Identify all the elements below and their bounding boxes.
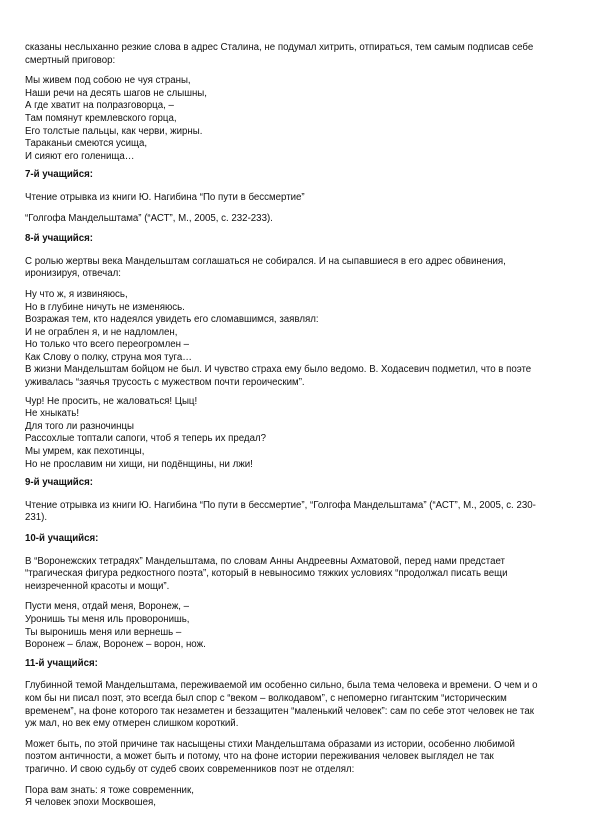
student-heading [25, 533, 571, 546]
text-line: Как Слову о полку, струна моя туга… [25, 351, 192, 363]
text-line: Глубинной темой Мандельштама, переживаемой им особенно сильно, была тема человека и времени. О чем и о [25, 680, 538, 692]
text-line: Чтение отрывка из книги Ю. Нагибина “По пути в бессмертие” [25, 191, 305, 203]
text-line: Рассохлые топтали сапоги, чтоб я теперь их предал? [25, 433, 267, 445]
poem-stanza [25, 601, 571, 651]
text-line: “трагическая фигура редкостного поэта”, который в невыносимо тяжких условиях “продолжал писать вещи [25, 568, 508, 580]
text-paragraph [25, 192, 571, 205]
text-line: сказаны неслыханно резкие слова в адрес Сталина, не подумал хитрить, отпираться, тем самым подписав себе [25, 42, 534, 53]
text-line: смертный приговор: [25, 54, 116, 66]
text-line: 7-й учащийся: [25, 169, 94, 181]
text-line: 8-й учащийся: [25, 233, 94, 245]
text-line: поэтом античности, а может быть и потому, что на фоне истории переживания человек выглядел не так [25, 751, 494, 763]
text-paragraph [25, 256, 571, 281]
text-line: иронизируя, отвечал: [25, 268, 121, 280]
text-line: Его толстые пальцы, как черви, жирны. [25, 125, 203, 137]
poem-stanza [25, 75, 571, 163]
text-line: временем”, на фоне которого так незаметен и беззащитен “маленький человек”: сам по себе этот человек не так [25, 705, 535, 717]
student-heading [25, 477, 571, 490]
text-line: неизреченной красоты и мощи”. [25, 580, 170, 592]
text-line: Мы умрем, как пехотинцы, [25, 446, 145, 458]
text-line: В “Воронежских тетрадях” Мандельштама, по словам Анны Андреевны Ахматовой, перед нами предстает [25, 555, 505, 567]
text-line: Я человек эпохи Москвошея, [25, 797, 156, 809]
text-paragraph [25, 42, 571, 67]
text-line: Там помянут кремлевского горца, [25, 112, 177, 124]
student-heading [25, 169, 571, 182]
text-line: В жизни Мандельштам бойцом не был. И чувство страха ему было ведомо. В. Ходасевич подметил, что в поэте [25, 364, 532, 376]
text-paragraph [25, 739, 571, 777]
text-line: “Голгофа Мандельштама” (“АСТ”, М., 2005, с. 232-233). [25, 212, 273, 224]
text-line: Ну что ж, я извиняюсь, [25, 288, 128, 300]
text-paragraph [25, 500, 571, 525]
poem-stanza [25, 785, 571, 810]
text-line: Воронеж – блаж, Воронеж – ворон, нож. [25, 639, 206, 651]
text-line: И не ограблен я, и не надломлен, [25, 326, 178, 338]
text-line: 11-й учащийся: [25, 657, 98, 669]
text-line: Возражая тем, кто надеялся увидеть его сломавшимся, заявлял: [25, 314, 319, 326]
text-line: Наши речи на десять шагов не слышны, [25, 87, 207, 99]
text-line: 231). [25, 512, 48, 524]
text-paragraph [25, 213, 571, 226]
text-line: Но только что всего переогромлен – [25, 339, 190, 351]
text-line: Тараканьи смеются усища, [25, 138, 148, 150]
text-paragraph [25, 680, 571, 730]
student-heading [25, 658, 571, 671]
text-line: Для того ли разночинцы [25, 420, 134, 432]
text-line: А где хватит на полразговорца, – [25, 100, 174, 112]
text-line: 9-й учащийся: [25, 477, 94, 489]
text-line: уж мал, но век ему отмерен слишком короткий. [25, 718, 239, 730]
text-line: ком бы ни писал поэт, это всегда был спор с “веком – волкодавом”, с непомерно гигантским “историческим [25, 692, 507, 704]
text-line: И сияют его голенища… [25, 150, 135, 162]
text-line: уживалась “заячья трусость с мужеством почти героическим”. [25, 377, 305, 389]
text-line: С ролью жертвы века Мандельштам соглашаться не собирался. И на сыпавшиеся в его адрес обвинения, [25, 255, 506, 267]
text-line: Но не прославим ни хищи, ни подёнщины, ни лжи! [25, 458, 253, 470]
text-line: Чур! Не просить, не жаловаться! Цыц! [25, 395, 198, 407]
text-line: Пора вам знать: я тоже современник, [25, 784, 194, 796]
poem-stanza [25, 396, 571, 472]
text-line: Ты выронишь меня или вернешь – [25, 626, 182, 638]
student-heading [25, 233, 571, 246]
text-line: Но в глубине ничуть не изменяюсь. [25, 301, 185, 313]
text-paragraph [25, 556, 571, 594]
text-line: 10-й учащийся: [25, 533, 99, 544]
text-line: Может быть, по этой причине так насыщены стихи Мандельштама образами из истории, особенно любимой [25, 738, 515, 750]
text-line: Чтение отрывка из книги Ю. Нагибина “По пути в бессмертие”, “Голгофа Мандельштама” (“АСТ”, М., 2005, с. 230- [25, 499, 536, 511]
text-line: Мы живем под собою не чуя страны, [25, 75, 191, 87]
text-line: Не хныкать! [25, 408, 80, 420]
text-line: Уронишь ты меня иль проворонишь, [25, 613, 190, 625]
text-line: Пусти меня, отдай меня, Воронеж, – [25, 601, 190, 613]
poem-stanza [25, 289, 571, 390]
text-line: трагично. И свою судьбу от судеб своих современников поэт не отделял: [25, 763, 355, 775]
document-body [25, 42, 571, 816]
